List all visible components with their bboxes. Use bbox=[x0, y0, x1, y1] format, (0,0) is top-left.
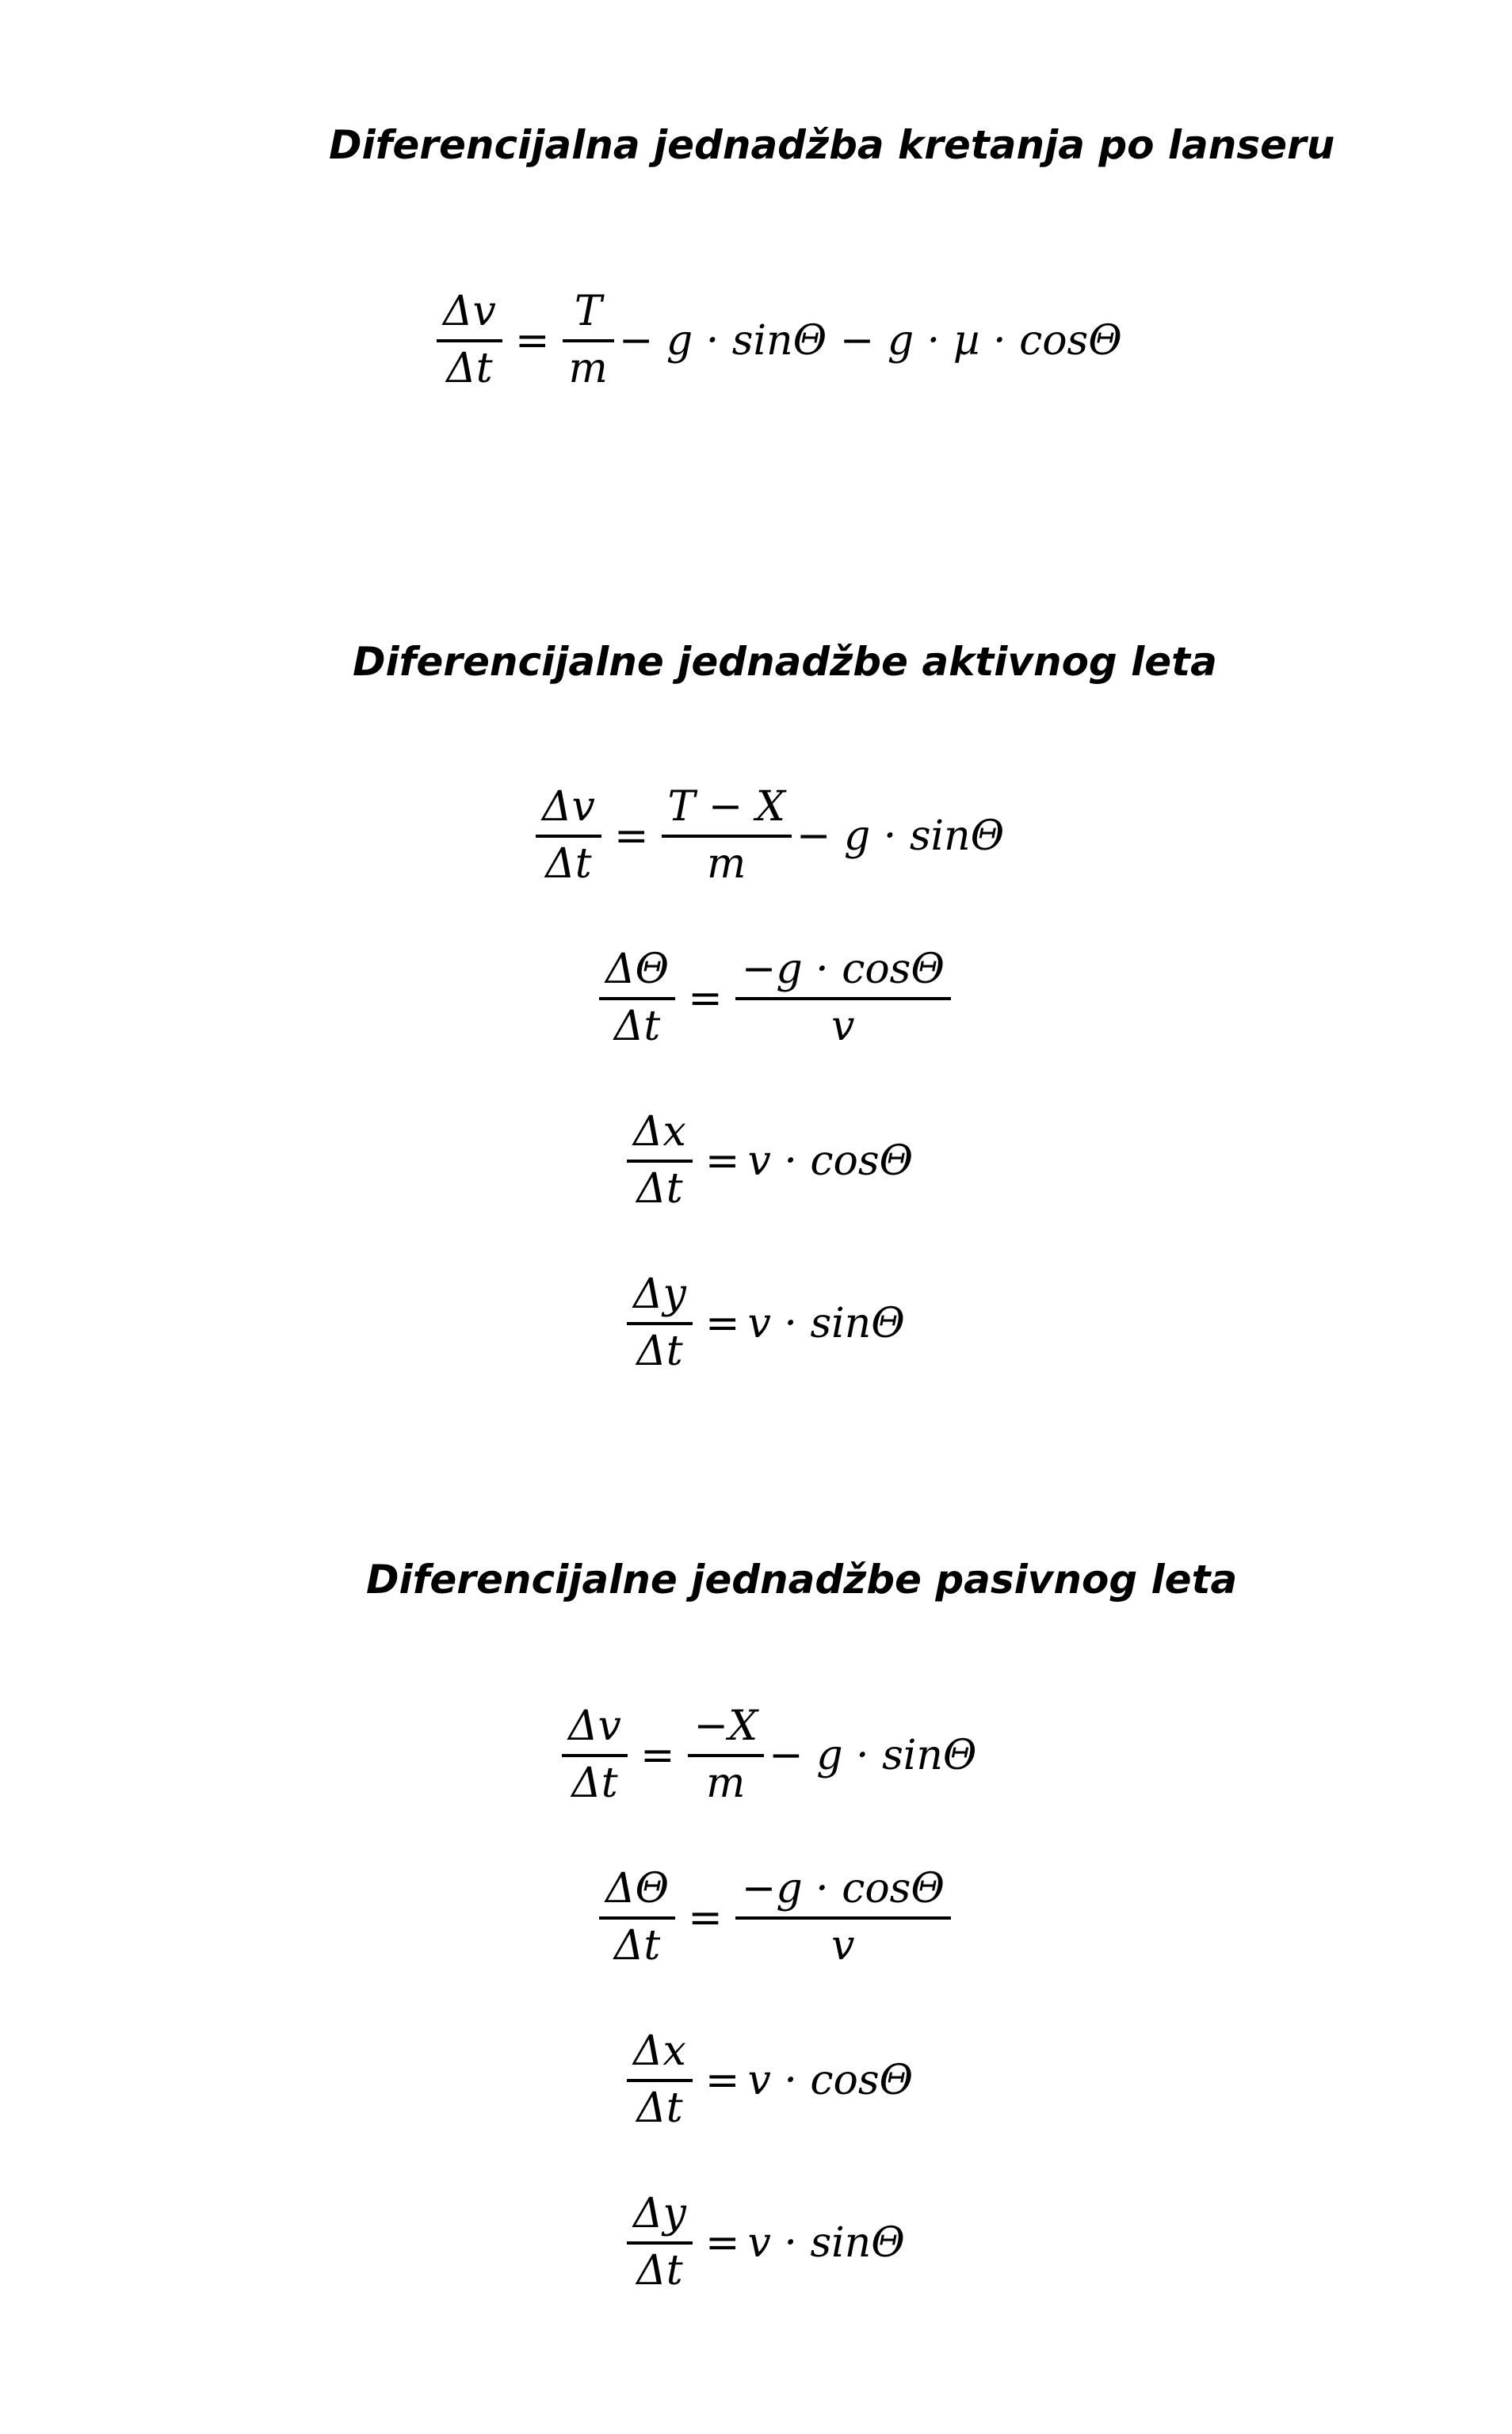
lhs-denominator: Δt bbox=[636, 1164, 683, 1213]
equals-sign: = bbox=[688, 1893, 723, 1942]
lhs-denominator: Δt bbox=[613, 1921, 661, 1970]
rhs-terms: − g · sinΘ bbox=[796, 812, 1005, 860]
rhs-fraction bbox=[662, 781, 792, 891]
rhs-denominator: m bbox=[707, 839, 746, 888]
lhs-denominator: Δt bbox=[613, 1002, 661, 1050]
lhs-denominator: Δt bbox=[636, 2084, 683, 2132]
rhs-fraction bbox=[735, 943, 951, 1053]
lhs-numerator: Δv bbox=[568, 1702, 621, 1750]
section-title-launcher: Diferencijalna jednadžba kretanja po lanseru bbox=[329, 122, 1335, 168]
rhs-terms: v · cosΘ bbox=[747, 1137, 914, 1185]
equals-sign: = bbox=[640, 1731, 675, 1779]
equals-sign: = bbox=[688, 974, 723, 1022]
lhs-numerator: Δv bbox=[542, 783, 595, 831]
lhs-fraction bbox=[536, 781, 601, 891]
section-title-passive-flight: Diferencijalne jednadžbe pasivnog leta bbox=[366, 1557, 1238, 1603]
lhs-numerator: Δy bbox=[633, 1270, 686, 1318]
lhs-denominator: Δt bbox=[636, 1327, 683, 1375]
equals-sign: = bbox=[613, 812, 649, 860]
rhs-denominator: m bbox=[568, 344, 608, 392]
rhs-fraction bbox=[688, 1700, 765, 1810]
lhs-fraction bbox=[627, 2025, 693, 2135]
lhs-numerator: Δy bbox=[633, 2190, 686, 2237]
rhs-denominator: v bbox=[831, 1002, 855, 1050]
lhs-fraction bbox=[627, 1268, 693, 1378]
rhs-terms: v · sinΘ bbox=[747, 2218, 905, 2267]
equation-active-dv bbox=[531, 781, 1004, 891]
lhs-numerator: Δx bbox=[633, 1108, 686, 1156]
rhs-terms: v · cosΘ bbox=[747, 2056, 914, 2104]
rhs-terms: − g · sinΘ bbox=[769, 1731, 977, 1779]
lhs-fraction bbox=[437, 285, 502, 395]
lhs-denominator: Δt bbox=[446, 344, 493, 392]
lhs-fraction bbox=[627, 2188, 693, 2298]
rhs-denominator: v bbox=[831, 1921, 855, 1970]
rhs-fraction bbox=[735, 1863, 951, 1973]
rhs-denominator: m bbox=[706, 1759, 746, 1807]
rhs-terms: − g · sinΘ − g · µ · cosΘ bbox=[618, 316, 1122, 365]
lhs-fraction bbox=[599, 943, 675, 1053]
lhs-denominator: Δt bbox=[571, 1759, 618, 1807]
section-title-active-flight: Diferencijalne jednadžbe aktivnog leta bbox=[353, 639, 1217, 685]
equals-sign: = bbox=[704, 1299, 740, 1347]
rhs-numerator: −X bbox=[693, 1702, 758, 1750]
equation-passive-dy bbox=[622, 2188, 905, 2298]
equation-passive-dv bbox=[557, 1700, 977, 1810]
lhs-numerator: ΔΘ bbox=[605, 946, 670, 993]
equals-sign: = bbox=[704, 2218, 740, 2267]
equation-passive-dx bbox=[622, 2025, 913, 2135]
equation-active-dx bbox=[622, 1106, 913, 1216]
rhs-numerator: T bbox=[574, 288, 602, 335]
equation-active-dtheta bbox=[594, 943, 956, 1053]
lhs-fraction bbox=[627, 1106, 693, 1216]
rhs-numerator: −g · cosΘ bbox=[741, 1865, 945, 1912]
equation-passive-dtheta bbox=[594, 1863, 956, 1973]
equals-sign: = bbox=[514, 316, 550, 365]
lhs-fraction bbox=[562, 1700, 628, 1810]
lhs-denominator: Δt bbox=[636, 2246, 683, 2295]
lhs-denominator: Δt bbox=[545, 839, 592, 888]
equals-sign: = bbox=[704, 1137, 740, 1185]
rhs-fraction bbox=[563, 285, 614, 395]
lhs-numerator: Δx bbox=[633, 2027, 686, 2075]
lhs-numerator: Δv bbox=[443, 288, 496, 335]
equals-sign: = bbox=[704, 2056, 740, 2104]
equation-active-dy bbox=[622, 1268, 905, 1378]
lhs-fraction bbox=[599, 1863, 675, 1973]
lhs-numerator: ΔΘ bbox=[605, 1865, 670, 1912]
equation-launcher-dv bbox=[432, 285, 1122, 395]
rhs-numerator: −g · cosΘ bbox=[741, 946, 945, 993]
rhs-numerator: T − X bbox=[667, 783, 785, 831]
rhs-terms: v · sinΘ bbox=[747, 1299, 905, 1347]
